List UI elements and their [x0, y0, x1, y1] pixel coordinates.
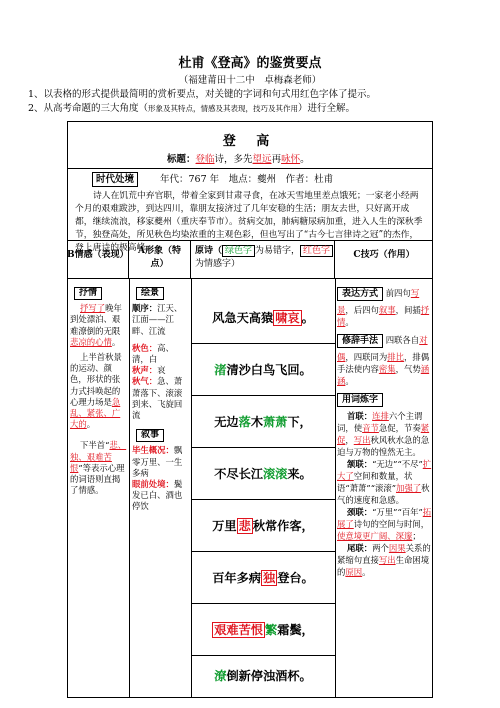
emotion-cell: 抒情 抒写了晚年到处漂泊、艰难潦倒的无限悲凉的心情。 上半首秋景的运动、颜色，形状的张力式抖唤起的心理力场是急乱、紧张、广大的。 下半首“悲、独、艰难苦恨”等表示心理的词语则直揭了情感。: [70, 288, 127, 496]
tag-scenery: 绘景: [136, 287, 164, 300]
tag-diction: 用词炼字: [337, 393, 383, 407]
poem-line-1: 风急天高猿 啸哀 。: [191, 292, 335, 344]
table-header: [67, 121, 433, 169]
note-1: 1、以表格的形式提供最简明的赏析要点，对关键的字词和句式用红色字体了提示。: [28, 89, 377, 100]
poem-line-5: 万里 悲 秋常作客，: [191, 500, 335, 552]
poem-line-2: 渚清沙白鸟飞回。: [191, 344, 335, 396]
poem-line-6: 百年多病 独 登台。: [191, 552, 335, 604]
column-header-poem: 原诗（ 绿色字 为易错字， 红色字为情感字）: [191, 241, 335, 279]
tag-expression: 表达方式: [337, 287, 383, 301]
document-title: 杜甫《登高》的鉴赏要点: [178, 56, 322, 71]
tag-rhetoric: 修辞手法: [337, 334, 383, 348]
poem-line-4: 不尽长江滚滚来。: [191, 448, 335, 500]
era-section: [67, 169, 433, 253]
poem-line-3: 无边落木萧萧下，: [191, 396, 335, 448]
image-cell: 绘景 顺序：江天、江面——江畔、江流 秋色：高、清，白 秋声：哀 秋气：急、萧萧落下、滚滚到来、飞旋回流 叙事 毕生概况：飘零万里、一生多病 眼前处境：鬓发已白、酒也停饮: [132, 288, 183, 512]
column-header-technique: C技巧（作用）: [335, 241, 433, 279]
divider: [129, 279, 130, 698]
column-header-image: A形象（特 点）: [129, 241, 191, 279]
era-body: 诗人在饥荒中弃官职，带着全家到甘肃寻食，在冰天雪地里差点饿死；一家老小经两个月的艰难跋涉，到达四川，靠朋友接济过了几年安稳的生活；朋友去世，只好离开成都，继续流浪，移家夔州（重庆奉节市）。贫病交加，肺病糖尿病加重，进入人生的深秋季节，独登高处，所见秋色均染浓重的主观色彩，但也写出了“古今七言律诗之冠”的杰作，登上唐诗的极高峰。: [75, 191, 423, 253]
author-line: （福建莆田十二中 卓梅森老师）: [178, 75, 322, 86]
poem-line-8: 潦倒新停浊酒杯。: [214, 669, 312, 683]
divider: [335, 279, 336, 698]
poem-line-7: 艰难苦恨 繁霜鬓，: [191, 604, 335, 656]
column-header-emotion: B情感（表现）: [67, 241, 129, 279]
technique-cell: 表达方式 前四句写景，后四句叙事，间插抒情。 修辞手法 四联各自对偶，四联同为排比，排偶手法使内容密集，气势涵涵。 用词炼字 首联：连排六个主谓词，使音节急促，节奏紧促，写出秋风秋水急的急迫与万物的惶然无主。 颔联：“无边”“不尽”扩大了空间和数量，状语“萧萧”“滚滚”加强了秋气的速度和急感。 颈联：“万里”“百年”拓展了诗句的空间与时间，使意境更广阔、深邃； 尾联：两个因果关系的紧缩句直接写出生命困境的原因。: [337, 288, 432, 577]
poem-title: 登 高: [222, 134, 278, 149]
topic-line: 标题：登临诗，多先望远再咏怀。: [167, 154, 310, 165]
era-label: 时代处境: [92, 172, 138, 187]
note-2: 2、从高考命题的三大角度（形象及其特点，情感及其表现，技巧及其作用）进行全解。: [28, 103, 356, 114]
era-meta: 年代：767 年 地点：夔州 作者：杜甫: [160, 174, 334, 185]
tag-narrative: 叙事: [136, 429, 164, 442]
tag-lyric: 抒情: [74, 287, 102, 300]
